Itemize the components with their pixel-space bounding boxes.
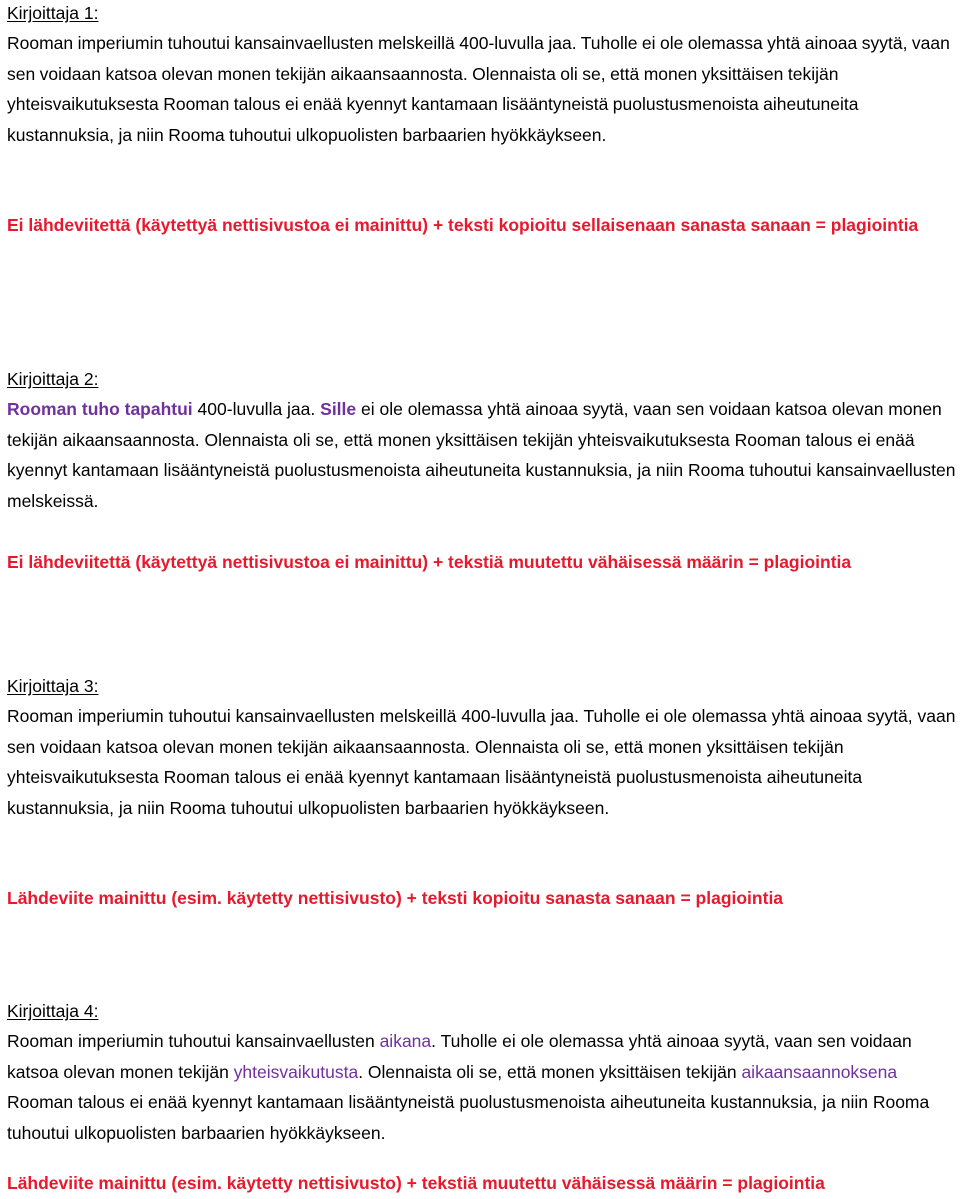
author-4-verdict: Lähdeviite mainittu (esim. käytetty nettisivusto) + tekstiä muutettu vähäisessä määrin = plagiointia [7, 1173, 825, 1193]
text-segment: . Olennaista oli se, että monen yksittäisen tekijän [358, 1061, 742, 1082]
author-3-section [7, 671, 958, 824]
text-segment: ei ole olemassa yhtä ainoaa syytä, vaan sen voidaan katsoa olevan monen tekijän aikaansaannosta. Olennaista oli se, että monen yksittäisen tekijän yhteisvaikutuksesta Rooman talous ei enää kyennyt kantamaan lisääntyneistä puolustusmenoista aiheutuneita kustannuksia, ja niin Rooma tuhoutui kansainvaellusten melskeissä. [7, 399, 956, 512]
author-2-verdict-block [7, 547, 958, 578]
author-4-section [7, 996, 958, 1149]
author-3-text: Rooman imperiumin tuhoutui kansainvaellusten melskeillä 400-luvulla jaa. Tuholle ei ole olemassa yhtä ainoaa syytä, vaan sen voidaan katsoa olevan monen tekijän aikaansaannosta. Olennaista oli se, että monen yksittäisen tekijän yhteisvaikutuksesta Rooman talous ei enää kyennyt kantamaan lisääntyneistä puolustusmenoista aiheutuneita kustannuksia, ja niin Rooma tuhoutui ulkopuolisten barbaarien hyökkäykseen. [7, 706, 956, 819]
author-3-verdict-block [7, 883, 958, 914]
author-4-text [7, 1026, 958, 1149]
text-segment: 400-luvulla jaa. [192, 399, 321, 419]
changed-phrase: Rooman tuho tapahtui [7, 399, 193, 419]
author-1-verdict: Ei lähdeviitettä (käytettyä nettisivustoa ei mainittu) + teksti kopioitu sellaisenaan sanasta sanaan = plagiointia [7, 215, 919, 235]
changed-phrase: Sille [320, 399, 357, 419]
author-2-heading: Kirjoittaja 2: [7, 369, 99, 389]
changed-phrase: aikana [379, 1031, 432, 1051]
author-4-heading: Kirjoittaja 4: [7, 1001, 99, 1021]
author-3-heading: Kirjoittaja 3: [7, 676, 99, 696]
author-2-text [7, 394, 958, 517]
changed-phrase: yhteisvaikutusta [233, 1061, 359, 1082]
author-2-verdict: Ei lähdeviitettä (käytettyä nettisivustoa ei mainittu) + tekstiä muutettu vähäisessä määrin = plagiointia [7, 552, 852, 572]
author-1-verdict-block [7, 210, 958, 241]
text-segment: Rooman imperiumin tuhoutui kansainvaellusten [7, 1031, 380, 1051]
changed-phrase: aikaansaannoksena [741, 1061, 898, 1082]
author-1-section [7, 0, 958, 151]
author-1-heading: Kirjoittaja 1: [7, 3, 99, 23]
author-2-section [7, 364, 958, 517]
text-segment: Rooman talous ei enää kyennyt kantamaan lisääntyneistä puolustusmenoista aiheutuneita kustannuksia, ja niin Rooma tuhoutui ulkopuolisten barbaarien hyökkäykseen. [7, 1092, 930, 1144]
author-3-verdict: Lähdeviite mainittu (esim. käytetty nettisivusto) + teksti kopioitu sanasta sanaan = plagiointia [7, 888, 784, 908]
text-segment: . Tuholle ei ole olemassa yhtä ainoaa syytä, vaan sen voidaan katsoa olevan monen tekijän [7, 1031, 912, 1082]
author-4-verdict-block [7, 1168, 958, 1199]
author-1-text: Rooman imperiumin tuhoutui kansainvaellusten melskeillä 400-luvulla jaa. Tuholle ei ole olemassa yhtä ainoaa syytä, vaan sen voidaan katsoa olevan monen tekijän aikaansaannosta. Olennaista oli se, että monen yksittäisen tekijän yhteisvaikutuksesta Rooman talous ei enää kyennyt kantamaan lisääntyneistä puolustusmenoista aiheutuneita kustannuksia, ja niin Rooma tuhoutui ulkopuolisten barbaarien hyökkäykseen. [7, 33, 950, 146]
